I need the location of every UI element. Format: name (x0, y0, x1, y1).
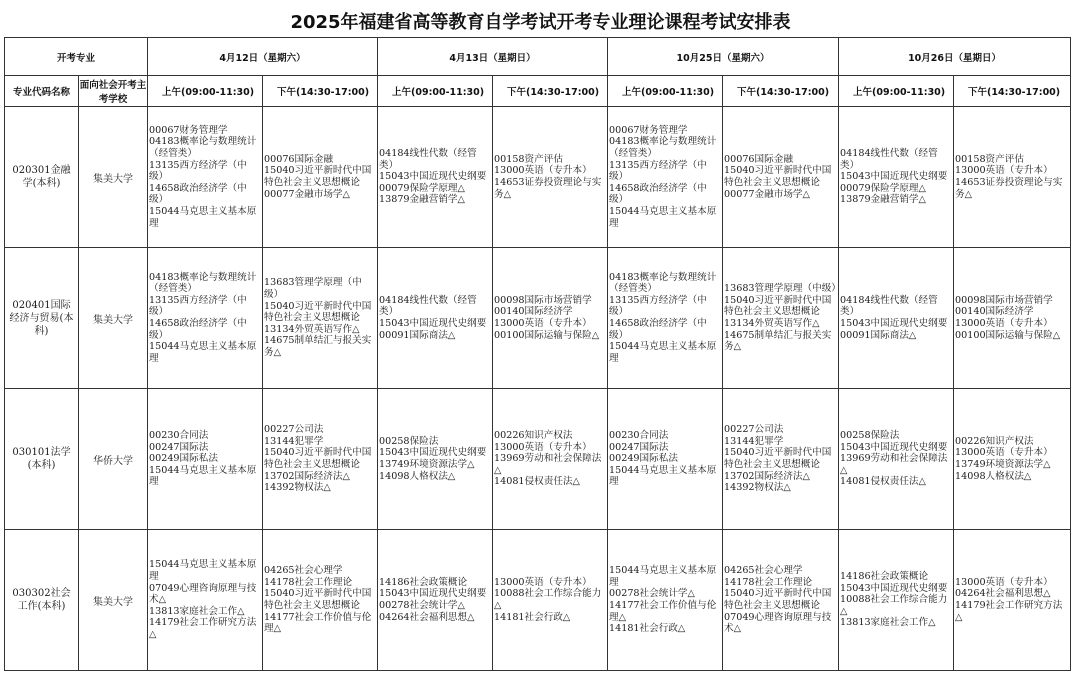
exam-slot-cell (954, 530, 1071, 671)
course-item: 00077金融市场学△ (264, 188, 350, 200)
course-item: 13135西方经济学（中级） (609, 159, 707, 183)
course-item: 14658政治经济学（中级） (609, 182, 707, 206)
school-name: 华侨大学 (79, 389, 148, 530)
course-item: 13144犯罪学 (724, 435, 784, 447)
course-item: 00091国际商法△ (379, 329, 456, 341)
course-item: 14081侵权责任法△ (840, 476, 926, 488)
header-pm: 下午(14:30-17:00) (263, 76, 378, 107)
major-name: 020301金融学(本科) (5, 107, 79, 248)
course-item: 14653证券投资理论与实务△ (955, 177, 1063, 200)
course-item: 15044马克思主义基本原理 (609, 205, 717, 229)
school-name: 集美大学 (79, 248, 148, 389)
exam-slot-cell (723, 248, 839, 389)
course-item: 04264社会福利思想△ (955, 588, 1051, 600)
course-item: 13749环境资源法学△ (379, 459, 475, 470)
course-item: 00226知识产权法 (955, 435, 1034, 447)
course-item: 15040习近平新时代中国特色社会主义思想概论 (264, 447, 372, 470)
course-item: 14186社会政策概论 (379, 576, 468, 588)
header-pm: 下午(14:30-17:00) (954, 76, 1071, 107)
exam-slot-cell (148, 530, 263, 671)
course-item: 14675制单结汇与报关实务△ (724, 329, 832, 353)
course-item: 15044马克思主义基本原理 (149, 205, 257, 229)
course-item: 13135西方经济学（中级） (149, 294, 247, 318)
major-name: 030302社会工作(本科) (5, 530, 79, 671)
course-item: 14181社会行政△ (609, 623, 686, 635)
exam-slot-cell (148, 107, 263, 248)
course-item: 14179社会工作研究方法△ (149, 617, 257, 640)
course-item: 00247国际法 (149, 441, 209, 453)
exam-schedule-table (4, 37, 1071, 671)
course-item: 00076国际金融 (264, 153, 333, 165)
exam-slot-cell (954, 248, 1071, 389)
course-item: 00158资产评估 (494, 153, 563, 165)
table-row (5, 530, 1071, 671)
course-item: 04184线性代数（经管类） (379, 148, 477, 171)
course-item: 13000英语（专升本） (494, 576, 592, 588)
exam-slot-cell (148, 389, 263, 530)
course-item: 00278社会统计学△ (379, 600, 465, 611)
course-item: 00140国际经济学 (494, 306, 573, 318)
course-item: 15040习近平新时代中国特色社会主义思想概论 (264, 165, 372, 188)
course-item: 00258保险法 (840, 430, 900, 442)
exam-slot-cell (378, 107, 493, 248)
course-item: 15043中国近现代史纲要 (379, 447, 487, 459)
course-item: 13135西方经济学（中级） (609, 294, 707, 318)
course-item: 15040习近平新时代中国特色社会主义思想概论 (724, 588, 832, 611)
course-item: 13000英语（专升本） (955, 318, 1053, 329)
exam-slot-cell (723, 107, 839, 248)
school-name: 集美大学 (79, 530, 148, 671)
course-item: 13000英语（专升本） (955, 447, 1053, 459)
course-item: 14186社会政策概论 (840, 571, 929, 583)
course-item: 04183概率论与数理统计（经管类） (149, 271, 257, 295)
course-item: 04184线性代数（经管类） (840, 294, 938, 318)
course-item: 15043中国近现代史纲要 (840, 582, 948, 594)
course-item: 14179社会工作研究方法△ (955, 600, 1063, 623)
course-item: 14675制单结汇与报关实务△ (264, 335, 372, 358)
exam-slot-cell (493, 248, 608, 389)
course-item: 13702国际经济法△ (264, 470, 350, 482)
course-item: 14098人格权法△ (379, 470, 456, 482)
course-item: 00100国际运输与保险△ (955, 329, 1061, 341)
course-item: 14177社会工作价值与伦理△ (609, 600, 717, 623)
header-am: 上午(09:00-11:30) (839, 76, 954, 107)
course-item: 13813家庭社会工作△ (149, 605, 245, 617)
course-item: 07049心理咨询原理与技术△ (149, 582, 257, 606)
course-item: 14181社会行政△ (494, 611, 571, 623)
exam-slot-cell (608, 248, 723, 389)
course-item: 04183概率论与数理统计（经管类） (149, 136, 257, 160)
course-item: 14098人格权法△ (955, 470, 1032, 482)
header-major-code: 专业代码名称 (5, 76, 79, 107)
course-item: 10088社会工作综合能力△ (494, 588, 602, 611)
course-item: 04184线性代数（经管类） (840, 148, 938, 171)
exam-slot-cell (263, 389, 378, 530)
course-item: 13000英语（专升本） (955, 576, 1053, 588)
course-item: 15043中国近现代史纲要 (840, 318, 948, 329)
exam-slot-cell (493, 107, 608, 248)
course-item: 14392物权法△ (724, 482, 791, 494)
course-item: 15043中国近现代史纲要 (840, 171, 948, 183)
course-item: 00227公司法 (264, 424, 324, 436)
exam-slot-cell (839, 389, 954, 530)
exam-slot-cell (263, 248, 378, 389)
exam-slot-cell (723, 389, 839, 530)
course-item: 00067财务管理学 (149, 124, 228, 136)
course-item: 15043中国近现代史纲要 (379, 318, 487, 329)
course-item: 00249国际私法 (609, 453, 678, 465)
course-item: 13969劳动和社会保障法△ (494, 453, 602, 476)
course-item: 00067财务管理学 (609, 124, 688, 136)
course-item: 13000英语（专升本） (494, 318, 592, 329)
course-item: 04183概率论与数理统计（经管类） (609, 136, 717, 160)
header-pm: 下午(14:30-17:00) (723, 76, 839, 107)
course-item: 00230合同法 (609, 430, 669, 442)
course-item: 15044马克思主义基本原理 (609, 341, 717, 364)
table-row (5, 248, 1071, 389)
header-pm: 下午(14:30-17:00) (493, 76, 608, 107)
course-item: 13879金融营销学△ (840, 194, 926, 206)
course-item: 00226知识产权法 (494, 430, 573, 442)
course-item: 15043中国近现代史纲要 (379, 588, 487, 600)
table-row (5, 389, 1071, 530)
course-item: 13683管理学原理（中级） (724, 283, 841, 295)
course-item: 00158资产评估 (955, 153, 1024, 165)
course-item: 15044马克思主义基本原理 (149, 464, 257, 488)
header-am: 上午(09:00-11:30) (148, 76, 263, 107)
course-item: 13134外贸英语写作△ (264, 323, 360, 335)
course-item: 15040习近平新时代中国特色社会主义思想概论 (724, 447, 832, 470)
course-item: 00278社会统计学△ (609, 588, 695, 600)
major-name: 030101法学(本科) (5, 389, 79, 530)
exam-slot-cell (839, 248, 954, 389)
header-school: 面向社会开考主考学校 (79, 76, 148, 107)
course-item: 13134外贸英语写作△ (724, 318, 820, 329)
course-item: 15040习近平新时代中国特色社会主义思想概论 (264, 588, 372, 611)
course-item: 04184线性代数（经管类） (379, 294, 477, 318)
course-item: 13879金融营销学△ (379, 194, 465, 206)
course-item: 00091国际商法△ (840, 329, 917, 341)
header-date-3: 10月25日（星期六） (608, 38, 839, 76)
course-item: 00230合同法 (149, 430, 209, 442)
exam-slot-cell (378, 530, 493, 671)
course-item: 00249国际私法 (149, 453, 218, 465)
course-item: 15040习近平新时代中国特色社会主义思想概论 (264, 300, 372, 324)
exam-slot-cell (608, 530, 723, 671)
course-item: 04265社会心理学 (264, 565, 343, 577)
course-item: 15040习近平新时代中国特色社会主义思想概论 (724, 294, 832, 318)
course-item: 13135西方经济学（中级） (149, 159, 247, 183)
exam-slot-cell (608, 389, 723, 530)
course-item: 00140国际经济学 (955, 306, 1034, 318)
exam-slot-cell (148, 248, 263, 389)
course-item: 15044马克思主义基本原理 (609, 464, 717, 488)
course-item: 13813家庭社会工作△ (840, 617, 936, 629)
course-item: 00079保险学原理△ (840, 182, 926, 194)
course-item: 15043中国近现代史纲要 (379, 171, 487, 183)
exam-slot-cell (839, 530, 954, 671)
exam-slot-cell (839, 107, 954, 248)
course-item: 00227公司法 (724, 424, 784, 436)
exam-slot-cell (954, 107, 1071, 248)
course-item: 13000英语（专升本） (494, 441, 592, 453)
exam-slot-cell (493, 389, 608, 530)
course-item: 00076国际金融 (724, 153, 793, 165)
course-item: 13144犯罪学 (264, 435, 324, 447)
course-item: 00247国际法 (609, 441, 669, 453)
course-item: 13000英语（专升本） (955, 165, 1053, 177)
course-item: 14081侵权责任法△ (494, 476, 580, 488)
header-major-group: 开考专业 (5, 38, 148, 76)
exam-slot-cell (263, 530, 378, 671)
course-item: 15043中国近现代史纲要 (840, 441, 948, 453)
course-item: 15044马克思主义基本原理 (609, 565, 717, 588)
course-item: 14658政治经济学（中级） (609, 318, 707, 341)
course-item: 14653证券投资理论与实务△ (494, 177, 602, 200)
exam-slot-cell (493, 530, 608, 671)
course-item: 13702国际经济法△ (724, 470, 810, 482)
course-item: 14178社会工作理论 (724, 576, 813, 588)
course-item: 14658政治经济学（中级） (149, 318, 247, 341)
course-item: 04264社会福利思想△ (379, 611, 475, 623)
course-item: 13969劳动和社会保障法△ (840, 453, 948, 476)
exam-slot-cell (954, 389, 1071, 530)
exam-slot-cell (263, 107, 378, 248)
school-name: 集美大学 (79, 107, 148, 248)
course-item: 15044马克思主义基本原理 (149, 559, 257, 583)
schedule-body (5, 107, 1071, 671)
course-item: 04265社会心理学 (724, 565, 803, 577)
course-item: 00098国际市场营销学 (494, 294, 592, 306)
course-item: 04183概率论与数理统计（经管类） (609, 271, 717, 295)
course-item: 00077金融市场学△ (724, 188, 810, 200)
course-item: 00098国际市场营销学 (955, 294, 1053, 306)
header-date-2: 4月13日（星期日） (378, 38, 608, 76)
course-item: 14178社会工作理论 (264, 576, 353, 588)
course-item: 14392物权法△ (264, 482, 331, 494)
course-item: 13000英语（专升本） (494, 165, 592, 177)
course-item: 14177社会工作价值与伦理△ (264, 611, 372, 635)
exam-slot-cell (723, 530, 839, 671)
course-item: 00079保险学原理△ (379, 182, 465, 194)
exam-slot-cell (608, 107, 723, 248)
course-item: 07049心理咨询原理与技术△ (724, 611, 832, 635)
header-am: 上午(09:00-11:30) (378, 76, 493, 107)
table-row (5, 107, 1071, 248)
exam-slot-cell (378, 248, 493, 389)
header-am: 上午(09:00-11:30) (608, 76, 723, 107)
course-item: 15040习近平新时代中国特色社会主义思想概论 (724, 165, 832, 188)
course-item: 13749环境资源法学△ (955, 459, 1051, 470)
course-item: 13683管理学原理（中级） (264, 277, 362, 301)
major-name: 020401国际经济与贸易(本科) (5, 248, 79, 389)
course-item: 00258保险法 (379, 435, 439, 447)
page-title: 2025年福建省高等教育自学考试开考专业理论课程考试安排表 (290, 12, 791, 33)
course-item: 15044马克思主义基本原理 (149, 341, 257, 364)
course-item: 00100国际运输与保险△ (494, 329, 600, 341)
course-item: 10088社会工作综合能力△ (840, 594, 948, 617)
header-date-4: 10月26日（星期日） (839, 38, 1071, 76)
course-item: 14658政治经济学（中级） (149, 182, 247, 206)
header-date-1: 4月12日（星期六） (148, 38, 378, 76)
exam-slot-cell (378, 389, 493, 530)
